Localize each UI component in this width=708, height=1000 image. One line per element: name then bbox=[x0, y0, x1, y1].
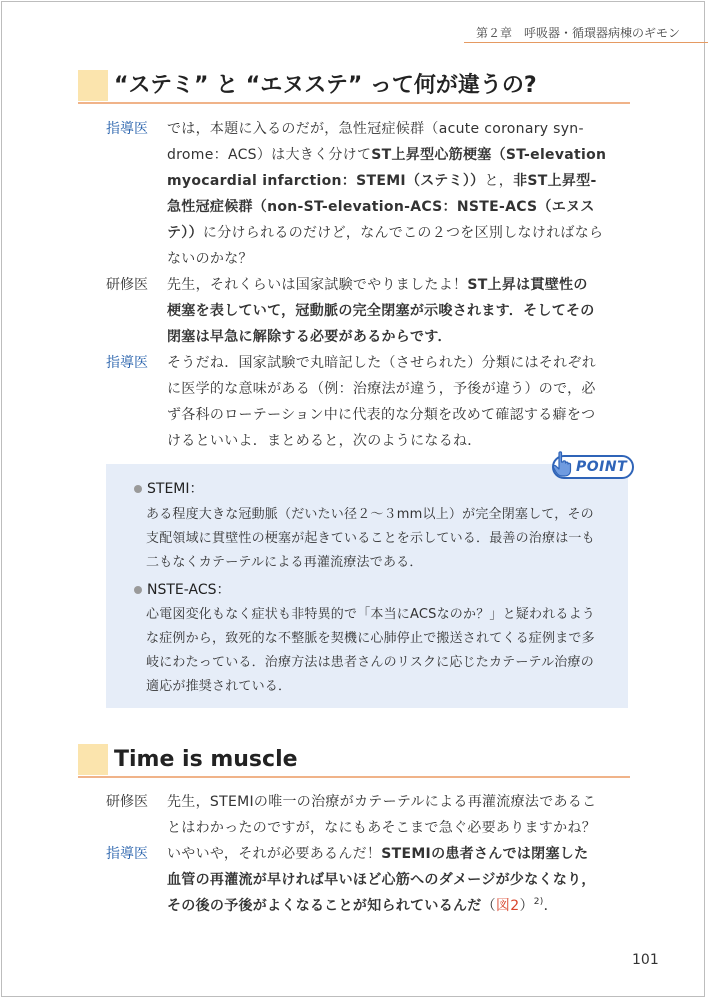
dialogue-line bbox=[167, 194, 595, 220]
dialogue-line bbox=[167, 142, 606, 168]
heading-rule bbox=[78, 102, 630, 104]
dialogue-line bbox=[167, 815, 596, 841]
speaker-label: 指導医 bbox=[106, 355, 148, 371]
heading-marker bbox=[78, 744, 108, 775]
text-run: と， bbox=[484, 173, 514, 189]
running-header: 第２章 呼吸器・循環器病棟のギモン bbox=[476, 26, 681, 40]
text-run: では，本題に入るのだが，急性冠症候群（acute coronary syn- bbox=[167, 121, 584, 137]
section-title: Time is muscle bbox=[114, 747, 298, 772]
text-run: とはわかったのですが，なにもあそこまで急ぐ必要ありますかね？ bbox=[167, 820, 596, 836]
dialogue-line bbox=[167, 324, 452, 350]
point-item-line: ある程度大きな冠動脈（だいたい径２〜３mm以上）が完全閉塞して，その bbox=[146, 507, 594, 522]
point-item-line: 岐にわたっている．治療方法は患者さんのリスクに応じたカテーテル治療の bbox=[146, 655, 594, 670]
speaker-label: 研修医 bbox=[106, 794, 148, 810]
section-heading-stemi bbox=[78, 70, 630, 104]
section-heading-time-is-muscle bbox=[78, 744, 630, 778]
dialogue-line bbox=[167, 402, 595, 428]
bullet-icon bbox=[134, 586, 142, 594]
heading-rule bbox=[78, 776, 630, 778]
dialogue-line bbox=[167, 246, 253, 272]
point-item-line: 二もなくカテーテルによる再灌流療法である． bbox=[146, 555, 423, 570]
text-run: drome：ACS）は大きく分けて bbox=[167, 147, 372, 163]
dialogue-line bbox=[167, 893, 558, 921]
text-run: STEMIの患者さんでは閉塞した bbox=[381, 846, 589, 862]
citation-superscript: 2) bbox=[533, 897, 544, 907]
text-run: ． bbox=[543, 898, 558, 914]
text-run: ） bbox=[519, 898, 534, 914]
text-run: ないのかな？ bbox=[167, 251, 253, 267]
point-item-line: な症例から，致死的な不整脈を契機に心肺停止で搬送されてくる症例まで多 bbox=[146, 631, 595, 646]
heading-marker bbox=[78, 70, 108, 101]
text-run: myocardial infarction：STEMI（ステミ）） bbox=[167, 173, 485, 189]
dialogue-line bbox=[167, 841, 588, 867]
point-item-line: 支配領域に貫壁性の梗塞が起きていることを示している．最善の治療は一も bbox=[146, 531, 595, 546]
text-run: 先生，それくらいは国家試験でやりましたよ！ bbox=[167, 277, 468, 293]
dialogue-line bbox=[167, 428, 482, 454]
dialogue-line bbox=[167, 220, 603, 246]
point-item-line: 心電図変化もなく症状も非特異的で「本当にACSなのか？」と疑われるよう bbox=[146, 607, 595, 622]
dialogue-line bbox=[167, 116, 584, 142]
dialogue-line bbox=[167, 789, 596, 815]
point-label: POINT bbox=[576, 459, 628, 475]
text-run: けるといいよ．まとめると，次のようになるね． bbox=[167, 433, 482, 449]
text-run: 急性冠症候群（non-ST-elevation-ACS：NSTE-ACS（エヌス bbox=[167, 199, 595, 215]
text-run: いやいや，それが必要あるんだ！ bbox=[167, 846, 382, 862]
point-item-title: STEMI： bbox=[147, 481, 204, 497]
dialogue-line bbox=[167, 350, 596, 376]
point-badge bbox=[552, 455, 634, 479]
page-number: 101 bbox=[632, 952, 659, 968]
dialogue-line bbox=[167, 376, 596, 402]
text-run: に医学的な意味がある（例：治療法が違う，予後が違う）ので，必 bbox=[167, 381, 596, 397]
text-run: テ）） bbox=[167, 225, 203, 241]
bullet-icon bbox=[134, 485, 142, 493]
speaker-label: 研修医 bbox=[106, 277, 148, 293]
figure-reference-link[interactable]: 図2 bbox=[495, 898, 520, 914]
text-run: （ bbox=[481, 898, 496, 914]
speaker-label: 指導医 bbox=[106, 121, 148, 137]
text-run: ST上昇は貫壁性の bbox=[467, 277, 588, 293]
dialogue-line bbox=[167, 867, 596, 893]
dialogue-line bbox=[167, 168, 597, 194]
point-item-title: NSTE-ACS： bbox=[147, 582, 231, 598]
text-run: ST上昇型心筋梗塞（ST-elevation bbox=[371, 147, 607, 163]
text-run: に分けられるのだけど，なんでこの２つを区別しなければなら bbox=[202, 225, 604, 241]
dialogue-line bbox=[167, 272, 588, 298]
text-run: 梗塞を表していて，冠動脈の完全閉塞が示唆されます．そしてその bbox=[167, 303, 595, 319]
text-run: 先生，STEMIの唯一の治療がカテーテルによる再灌流療法であるこ bbox=[167, 794, 597, 810]
text-run: 血管の再灌流が早ければ早いほど心筋へのダメージが少なくなり， bbox=[167, 872, 596, 888]
running-header-rule bbox=[464, 42, 708, 43]
text-run: ず各科のローテーション中に代表的な分類を改めて確認する癖をつ bbox=[167, 407, 596, 423]
text-run: 閉塞は早急に解除する必要があるからです． bbox=[167, 329, 452, 345]
section-title: “ステミ” と “エヌステ” って何が違うの? bbox=[114, 73, 537, 98]
speaker-label: 指導医 bbox=[106, 846, 148, 862]
pointing-hand-icon bbox=[551, 451, 575, 477]
text-run: そうだね．国家試験で丸暗記した（させられた）分類にはそれぞれ bbox=[167, 355, 596, 371]
dialogue-line bbox=[167, 298, 595, 324]
text-run: 非ST上昇型- bbox=[513, 173, 597, 189]
text-run: その後の予後がよくなることが知られているんだ bbox=[167, 898, 482, 914]
point-item-line: 適応が推奨されている． bbox=[146, 679, 292, 694]
